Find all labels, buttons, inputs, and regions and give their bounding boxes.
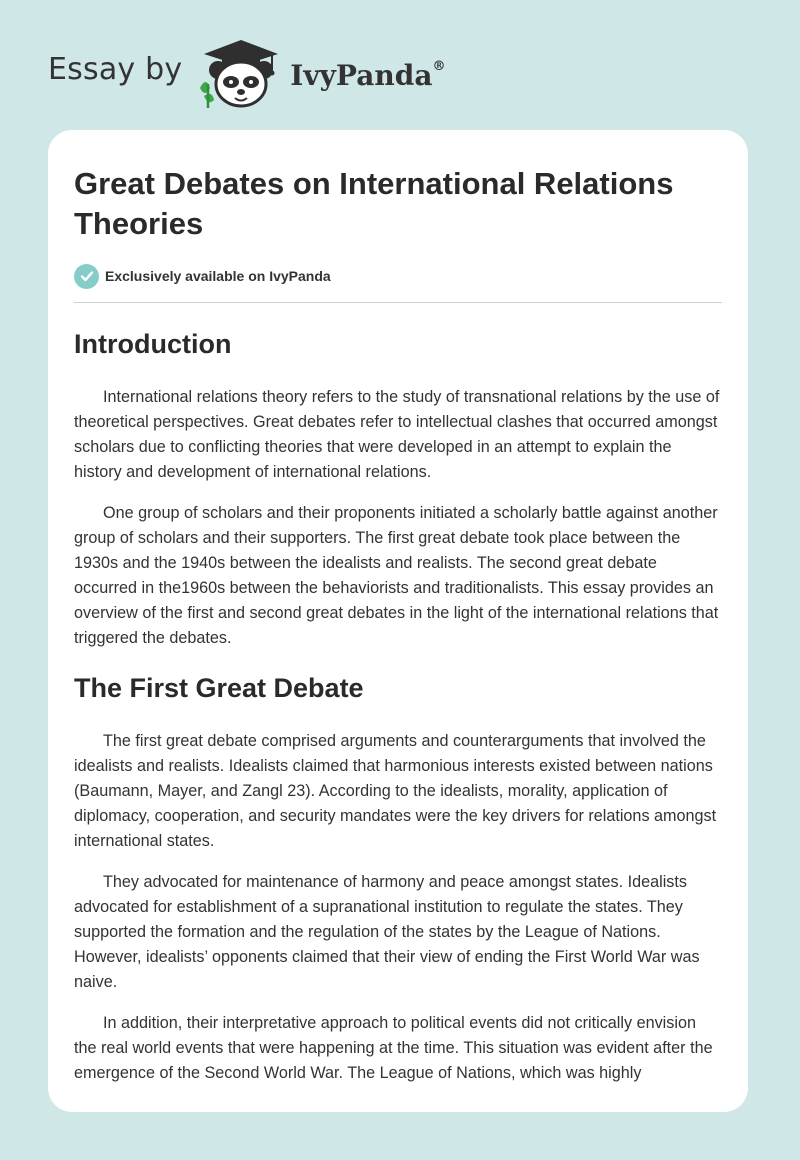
essay-card — [48, 130, 748, 1112]
exclusive-label: Exclusively available on IvyPanda — [105, 268, 331, 284]
section-introduction — [74, 327, 722, 651]
section-first-great-debate — [74, 671, 722, 1086]
essay-title: Great Debates on International Relations Theories — [74, 166, 674, 241]
section-heading: The First Great Debate — [74, 673, 364, 703]
paragraph: International relations theory refers to the study of transnational relations by the use of theoretical perspectives. Great debates refer to intellectual clashes that occurred amongst scholars due to conflicting theories that were developed in an attempt to explain the history and development of international relations. — [74, 388, 720, 481]
brand-name: IvyPanda® — [290, 58, 446, 92]
panda-graduate-mascot-icon — [196, 36, 286, 110]
exclusive-badge — [74, 262, 722, 290]
paragraph: The first great debate comprised arguments and counterarguments that involved the idealists and realists. Idealists claimed that harmonious interests existed between nations (Baumann, Mayer, and Zangl 23). According to the idealists, morality, application of diplomacy, cooperation, and security mandates were the key drivers for relations amongst international states. — [74, 732, 717, 850]
brand-prefix: Essay by — [48, 51, 183, 87]
paragraph: They advocated for maintenance of harmony and peace amongst states. Idealists advocated for establishment of a supranational institution to regulate the states. They supported the formation and the regulation of the states by the League of Nations. However, idealists’ opponents claimed that their view of ending the First World War was naive. — [74, 873, 700, 991]
paragraph: In addition, their interpretative approach to political events did not critically envision the real world events that were happening at the time. This situation was evident after the emergence of the Second World War. The League of Nations, which was highly — [74, 1014, 713, 1082]
check-circle-icon — [74, 264, 99, 289]
title-divider — [74, 302, 722, 303]
site-header — [48, 36, 445, 110]
paragraph: One group of scholars and their proponents initiated a scholarly battle against another group of scholars and their supporters. The first great debate took place between the 1930s and the 1940s between the idealists and realists. The second great debate occurred in the1960s between the behaviorists and traditionalists. This essay provides an overview of the first and second great debates in the light of the international relations that triggered the debates. — [74, 504, 719, 647]
section-heading: Introduction — [74, 329, 232, 359]
